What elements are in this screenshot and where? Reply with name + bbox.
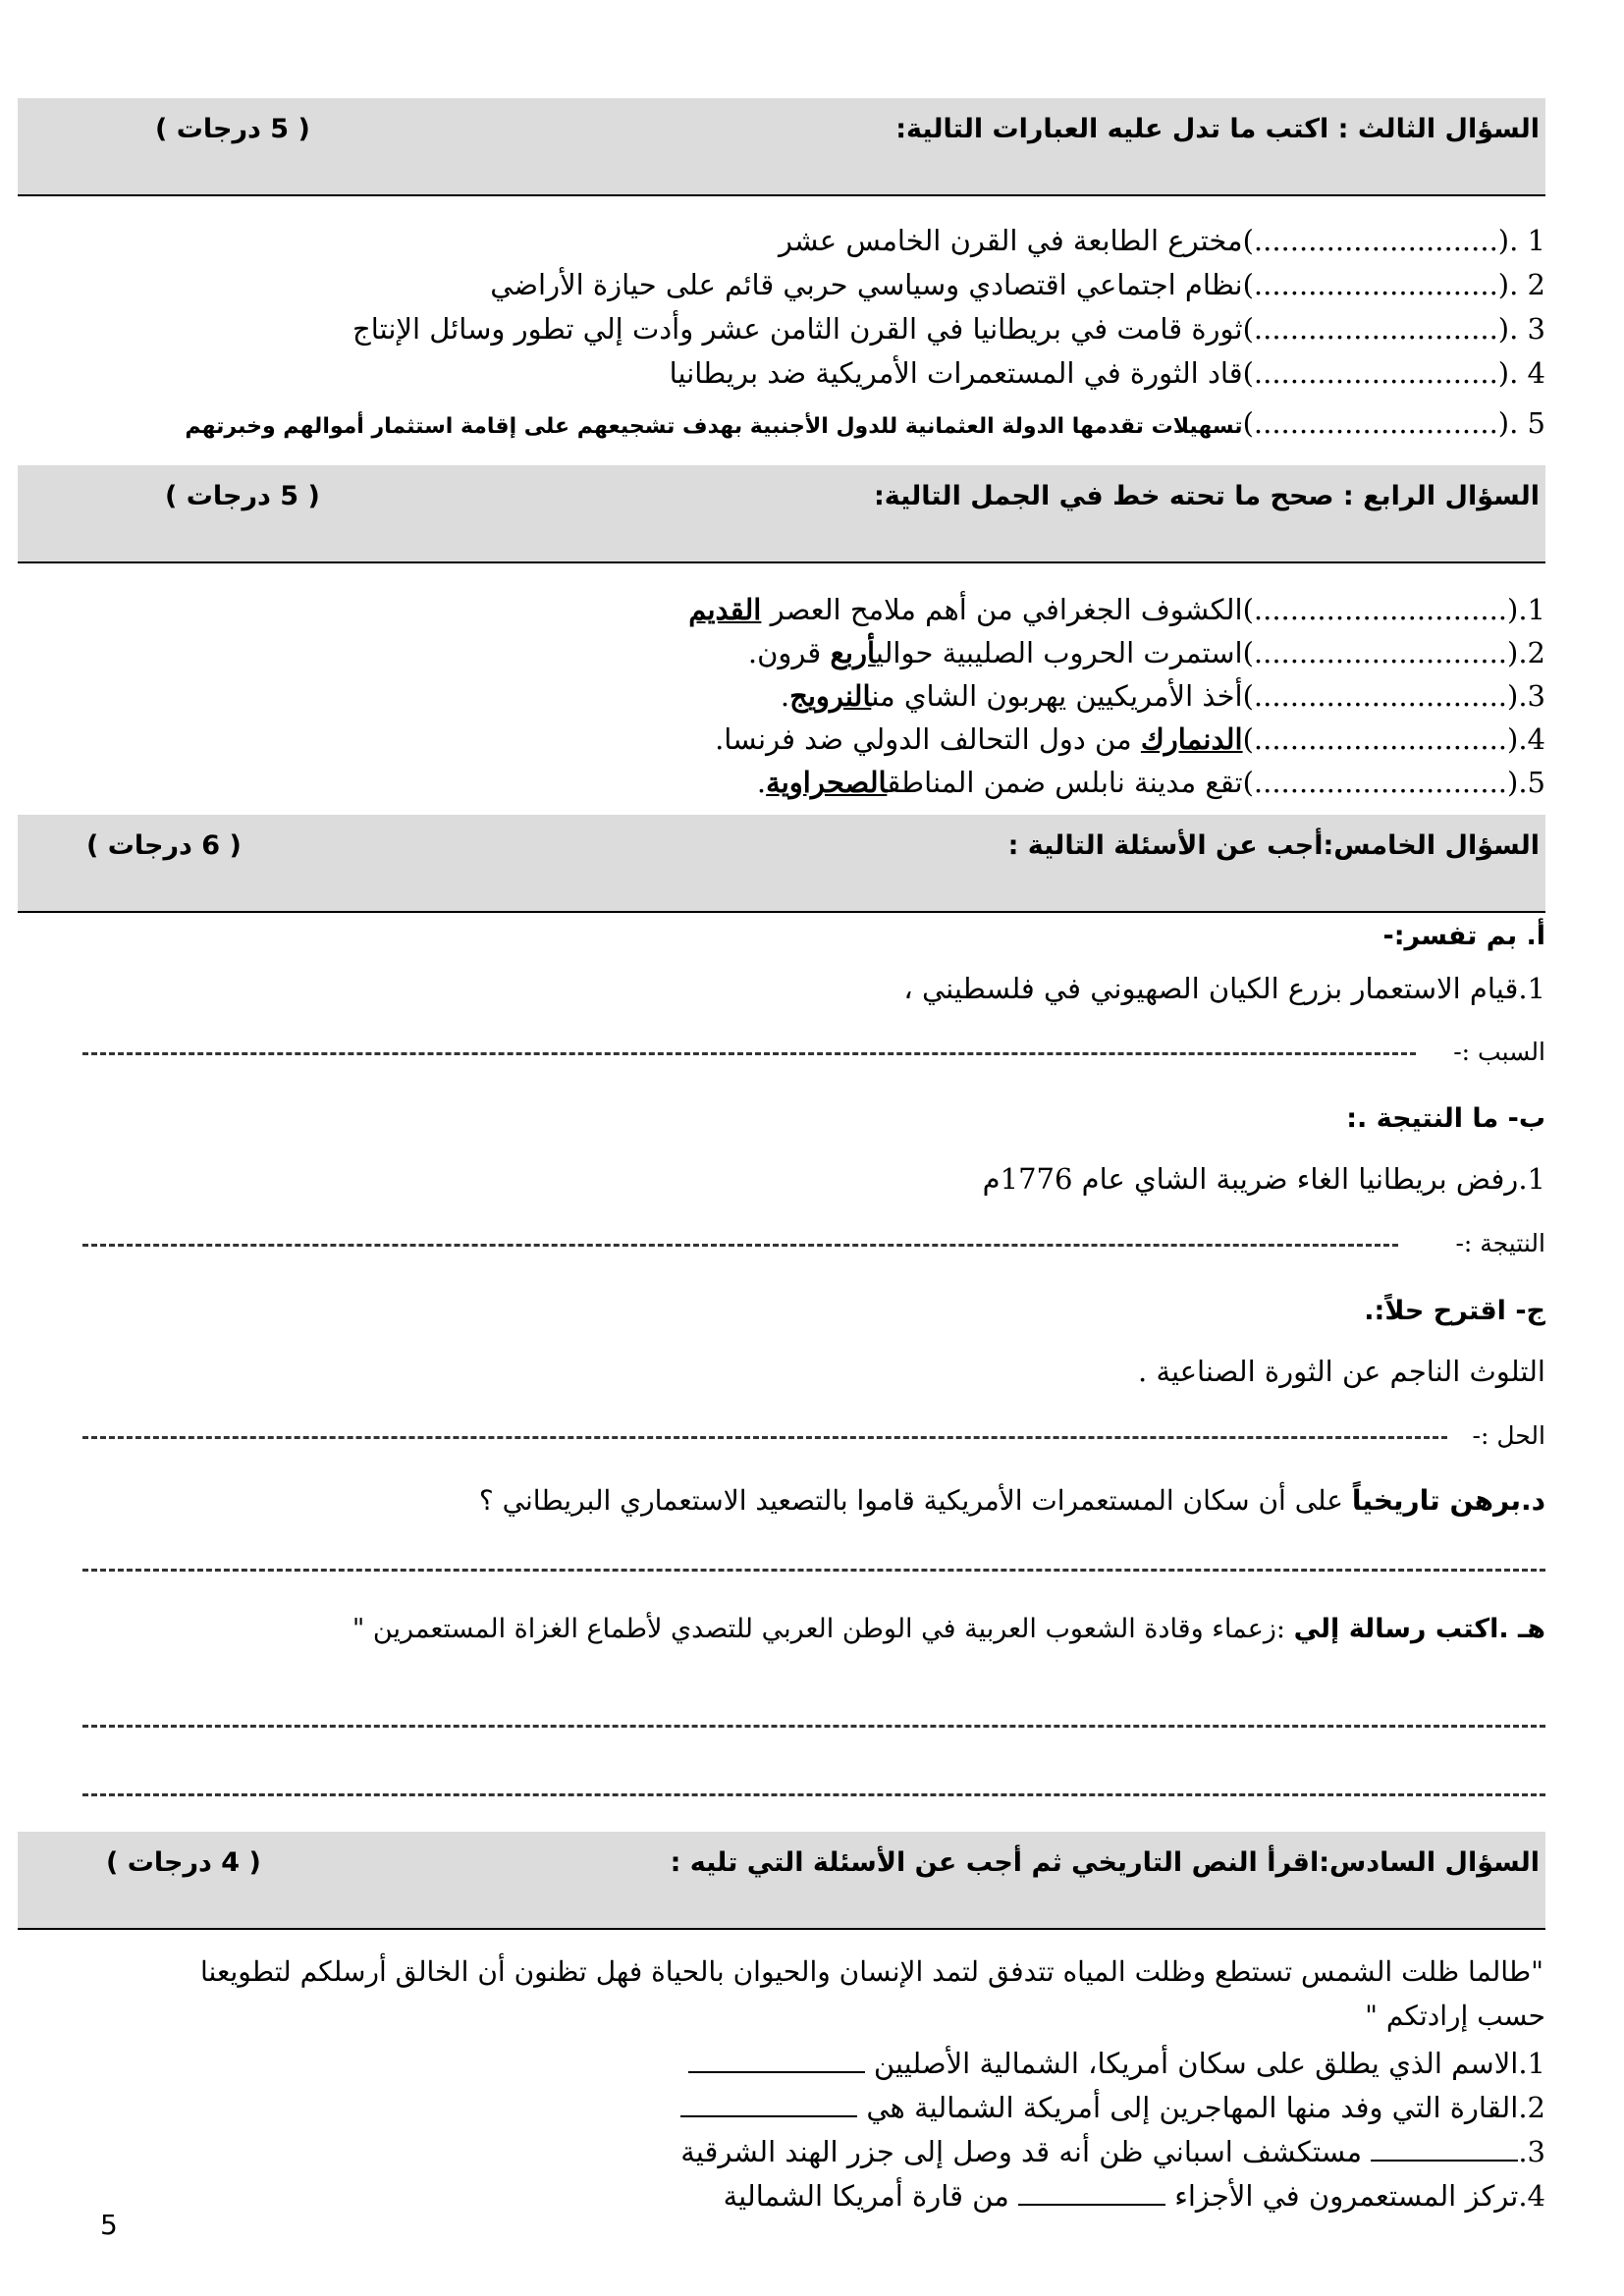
answer-blank[interactable] [680,2094,857,2117]
q5-a-answer-label: السبب :- [1453,1038,1545,1066]
answer-line[interactable] [82,1793,1545,1796]
q4-item-1 [688,593,1545,626]
item-number: 2. [1518,2091,1545,2124]
q3-item-2 [490,268,1545,301]
item-number: 4. [1518,722,1545,756]
answer-line[interactable] [82,1725,1545,1728]
answer-blank[interactable] [1371,2138,1518,2162]
q6-passage-line-1: "طالما ظلت الشمس تستطع وظلت المياه تتدفق لتمد الإنسان والحيوان بالحياة فهل تظنون أن الخالق أرسلكم لتطويعنا [200,1955,1543,1988]
answer-blank[interactable] [1018,2182,1165,2206]
q5-grade: ( 6 درجات ) [86,830,242,861]
answer-blank[interactable]: (...........................) [1242,406,1510,440]
item-text: القارة التي وفد منها المهاجرين إلى أمريكة الشمالية هي [866,2091,1519,2124]
d-label: د.برهن تاريخياً [1351,1484,1545,1517]
q6-item-4 [724,2179,1545,2213]
answer-line[interactable] [82,1052,1416,1055]
item-number: 1. [1518,593,1545,626]
item-number: 3. [1518,2135,1545,2168]
q3-item-5 [185,406,1545,440]
item-text: الاسم الذي يطلق على سكان أمريكا، الشمالية الأصليين [873,2047,1519,2080]
item-number: 2. [1518,636,1545,669]
q5-e [352,1614,1545,1644]
item-number: 2 . [1509,268,1545,301]
item-text-end: . [756,766,767,799]
q5-c-item: التلوث الناجم عن الثورة الصناعية . [1138,1355,1545,1388]
d-text: على أن سكان المستعمرات الأمريكية قاموا بالتصعيد الاستعماري البريطاني ؟ [478,1484,1352,1517]
item-text: مخترع الطابعة في القرن الخامس عشر [779,224,1243,257]
item-text: تقع مدينة نابلس ضمن المناطق [887,766,1243,799]
q4-grade: ( 5 درجات ) [165,481,320,511]
q5-a-title: أ. بم تفسر:- [1382,921,1545,951]
q6-item-3 [680,2135,1545,2168]
underlined-word: الدنمارك [1140,722,1243,756]
item-text: نظام اجتماعي اقتصادي وسياسي حربي قائم على حيازة الأراضي [490,268,1243,301]
q5-d [479,1484,1545,1517]
item-text: قاد الثورة في المستعمرات الأمريكية ضد بريطانيا [669,356,1243,390]
item-text-end: . [780,679,790,713]
page-number: 5 [100,2209,118,2241]
q6-item-1 [688,2047,1545,2080]
q6-grade: ( 4 درجات ) [106,1847,261,1878]
answer-line[interactable] [82,1244,1398,1247]
q5-header [18,815,1545,913]
underlined-word: النرويج [789,679,872,713]
item-text: أخذ الأمريكيين يهربون الشاي من [871,679,1243,713]
q4-item-4 [715,722,1545,756]
q4-item-2 [748,636,1545,669]
underlined-word: القديم [688,593,762,626]
q6-passage-line-2: حسب إرادتكم " [1365,2000,1545,2032]
answer-blank[interactable]: (............................) [1242,766,1519,799]
q6-header [18,1832,1545,1930]
e-label: هـ .اكتب رسالة إلي [1293,1614,1545,1644]
item-number: 5. [1518,766,1545,799]
underlined-word: أربع [830,636,876,669]
item-number: 3. [1518,679,1545,713]
answer-blank[interactable]: (............................) [1242,722,1519,756]
item-number: 1. [1518,1162,1545,1196]
q3-title: السؤال الثالث : اكتب ما تدل عليه العبارات التالية: [895,114,1540,144]
item-text: مستكشف اسباني ظن أنه قد وصل إلى جزر الهند الشرقية [680,2135,1372,2168]
answer-blank[interactable] [688,2050,865,2073]
item-text-end: قرون. [747,636,831,669]
q3-item-4 [670,356,1545,390]
q5-b-title: ب- ما النتيجة .: [1346,1103,1545,1134]
q6-title: السؤال السادس:اقرأ النص التاريخي ثم أجب عن الأسئلة التي تليه : [670,1847,1540,1878]
q5-b-answer-label: النتيجة :- [1455,1229,1545,1257]
q6-item-2 [680,2091,1545,2124]
item-text-end: من قارة أمريكا الشمالية [723,2179,1018,2213]
q4-title: السؤال الرابع : صحح ما تحته خط في الجمل التالية: [873,481,1540,511]
item-text: استمرت الحروب الصليبية حوالي [875,636,1243,669]
answer-blank[interactable]: (...........................) [1242,268,1510,301]
q5-a-item [903,972,1545,1005]
answer-line[interactable] [82,1569,1545,1572]
item-text: قيام الاستعمار بزرع الكيان الصهيوني في فلسطيني ، [903,972,1519,1005]
q4-item-3 [781,679,1545,713]
q3-item-1 [779,224,1545,257]
item-text: رفض بريطانيا الغاء ضريبة الشاي عام 1776م [982,1162,1519,1196]
item-text: الكشوف الجغرافي من أهم ملامح العصر [761,593,1243,626]
q5-title: السؤال الخامس:أجب عن الأسئلة التالية : [1007,830,1540,861]
q3-header [18,98,1545,196]
underlined-word: الصحراوية [766,766,888,799]
item-number: 1 . [1509,224,1545,257]
item-number: 5 . [1509,406,1545,440]
q3-item-3 [352,312,1545,346]
q5-c-title: ج- اقترح حلاً:. [1364,1296,1545,1326]
item-text: تركز المستعمرون في الأجزاء [1174,2179,1519,2213]
answer-blank[interactable]: (...........................) [1242,356,1510,390]
item-text: تسهيلات تقدمها الدولة العثمانية للدول الأجنبية بهدف تشجيعهم على إقامة استثمار أموالهم وخبرتهم [185,414,1243,439]
item-number: 4. [1518,2179,1545,2213]
answer-blank[interactable]: (...........................) [1242,224,1510,257]
item-number: 1. [1518,2047,1545,2080]
item-text-end: من دول التحالف الدولي ضد فرنسا. [715,722,1141,756]
q4-item-5 [757,766,1545,799]
q4-header [18,465,1545,563]
answer-blank[interactable]: (............................) [1242,593,1519,626]
item-text: ثورة قامت في بريطانيا في القرن الثامن عشر وأدت إلي تطور وسائل الإنتاج [352,312,1243,346]
item-number: 3 . [1509,312,1545,346]
answer-blank[interactable]: (............................) [1242,636,1519,669]
answer-line[interactable] [82,1436,1447,1439]
answer-blank[interactable]: (............................) [1242,679,1519,713]
e-text: :زعماء وقادة الشعوب العربية في الوطن العربي للتصدي لأطماع الغزاة المستعمرين " [352,1614,1294,1644]
q5-b-item [983,1162,1545,1196]
item-number: 4 . [1509,356,1545,390]
q5-c-answer-label: الحل :- [1472,1421,1545,1450]
answer-blank[interactable]: (...........................) [1242,312,1510,346]
item-number: 1. [1518,972,1545,1005]
q3-grade: ( 5 درجات ) [155,114,310,144]
